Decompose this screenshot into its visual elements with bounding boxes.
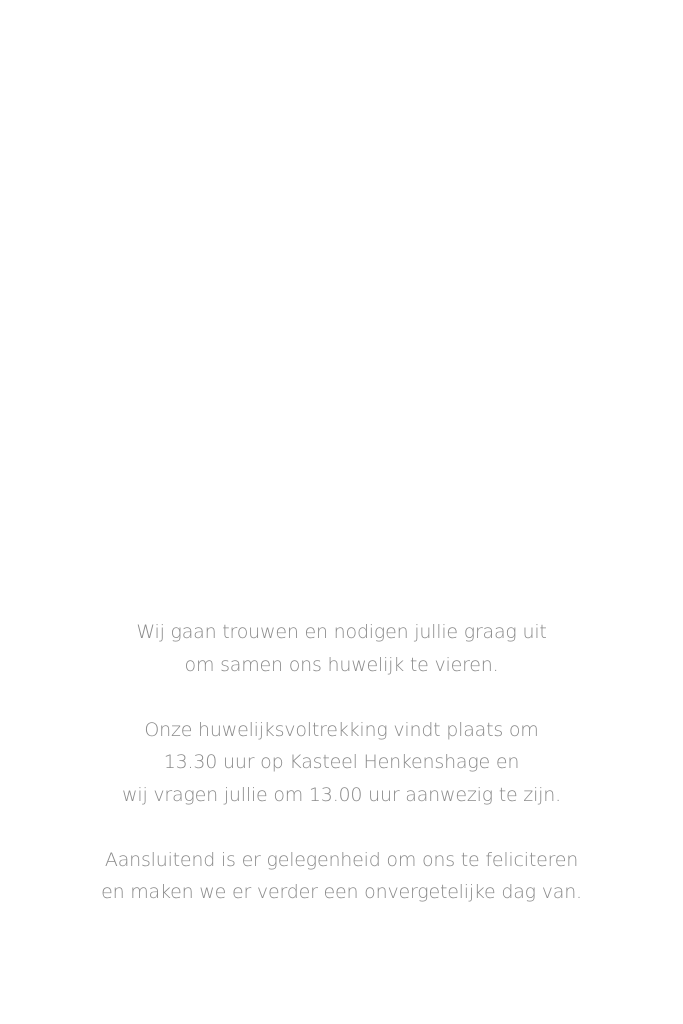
invitation-text bbox=[0, 616, 683, 909]
invitation-paragraph-1 bbox=[0, 616, 683, 681]
invitation-line: Aansluitend is er gelegenheid om ons te feliciteren bbox=[104, 848, 579, 871]
invitation-paragraph-3 bbox=[0, 844, 683, 909]
invitation-line: Wij gaan trouwen en nodigen jullie graag uit bbox=[136, 621, 547, 643]
invitation-line: en maken we er verder een onvergetelijke dag van. bbox=[101, 881, 582, 903]
invitation-line: Onze huwelijksvoltrekking vindt plaats om bbox=[144, 718, 539, 741]
invitation-line: wij vragen jullie om 13.00 uur aanwezig te zijn. bbox=[122, 783, 561, 806]
invitation-line: om samen ons huwelijk te vieren. bbox=[184, 653, 499, 676]
invitation-line: 13.30 uur op Kasteel Henkenshage en bbox=[163, 751, 520, 773]
invitation-paragraph-2 bbox=[0, 714, 683, 812]
